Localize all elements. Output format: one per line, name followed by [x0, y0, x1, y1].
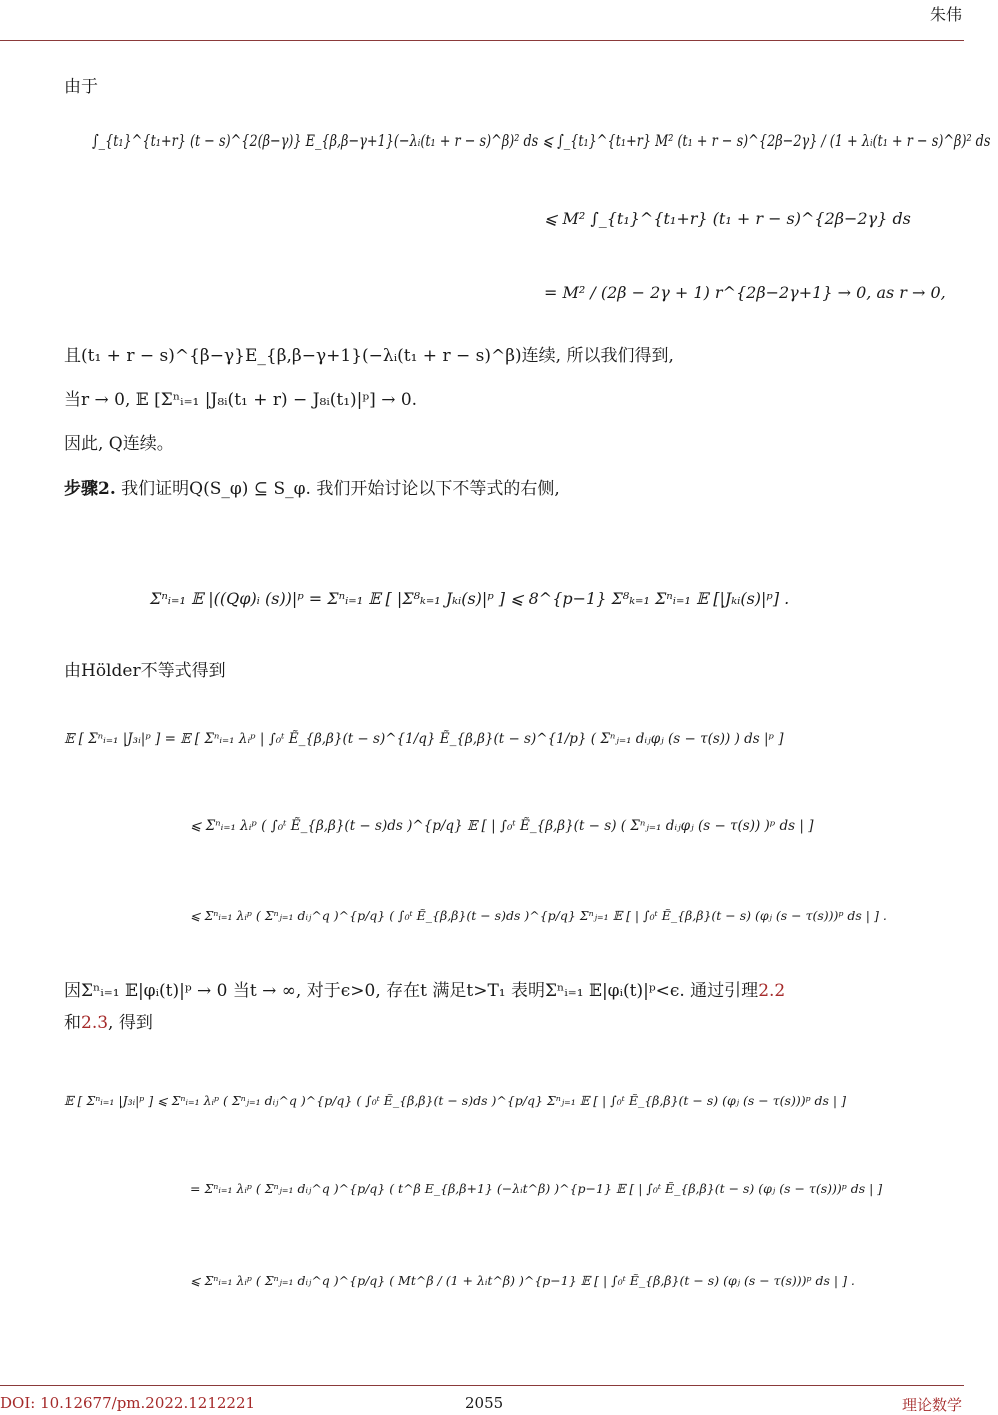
footer-page-number: 2055 [465, 1394, 504, 1412]
para-yin-line-1 [64, 980, 785, 1002]
footer-doi-link[interactable]: DOI: 10.12677/pm.2022.1212221 [0, 1394, 256, 1412]
para-yin-text: 因Σⁿᵢ₌₁ 𝔼|φᵢ(t)|ᵖ → 0 当t → ∞, 对于ϵ>0, 存在t 满足t>T₁ 表明Σⁿᵢ₌₁ 𝔼|φᵢ(t)|ᵖ<ϵ. 通过引理 [64, 981, 759, 1001]
ref-lemma-2-3[interactable]: 2.3 [81, 1013, 109, 1033]
equation-3-line-1: 𝔼 [ Σⁿᵢ₌₁ |J₃ᵢ|ᵖ ] = 𝔼 [ Σⁿᵢ₌₁ λᵢᵖ | ∫₀ᵗ Ẽ_{β,β}(t − s)^{1/q} Ẽ_{β,β}(t − s)^{1/p} ( Σⁿⱼ₌₁ dᵢⱼφⱼ (s − τ(s)) ) ds |ᵖ ] [64, 731, 784, 747]
step2-label: 步骤2. [64, 479, 116, 499]
running-header-author: 朱伟 [929, 5, 962, 24]
equation-1-line-3: = M² / (2β − 2γ + 1) r^{2β−2γ+1} → 0, as r → 0, [544, 283, 946, 302]
ref-lemma-2-2[interactable]: 2.2 [758, 981, 786, 1001]
para-dang: 当r → 0, 𝔼 [Σⁿᵢ₌₁ |J₈ᵢ(t₁ + r) − J₈ᵢ(t₁)|ᵖ] → 0. [64, 390, 418, 410]
para-youyu: 由于 [64, 77, 98, 97]
para-qie: 且(t₁ + r − s)^{β−γ}E_{β,β−γ+1}(−λᵢ(t₁ + r − s)^β)连续, 所以我们得到, [64, 346, 674, 366]
equation-3-line-3: ⩽ Σⁿᵢ₌₁ λᵢᵖ ( Σⁿⱼ₌₁ dᵢⱼ^q )^{p/q} ( ∫₀ᵗ Ẽ_{β,β}(t − s)ds )^{p/q} Σⁿⱼ₌₁ 𝔼 [ | ∫₀ᵗ Ẽ_{β,β}(t − s) (φⱼ (s − τ(s)))ᵖ ds | ] . [190, 908, 887, 923]
footer-rule [0, 1385, 964, 1386]
para-yinci: 因此, Q连续。 [64, 434, 174, 454]
para-holder: 由Hölder不等式得到 [64, 661, 226, 681]
equation-2: Σⁿᵢ₌₁ 𝔼 |((Qφ)ᵢ (s))|ᵖ = Σⁿᵢ₌₁ 𝔼 [ |Σ⁸ₖ₌₁ Jₖᵢ(s)|ᵖ ] ⩽ 8^{p−1} Σ⁸ₖ₌₁ Σⁿᵢ₌₁ 𝔼 [|Jₖᵢ(s)|ᵖ] . [150, 589, 790, 608]
equation-3-line-2: ⩽ Σⁿᵢ₌₁ λᵢᵖ ( ∫₀ᵗ Ẽ_{β,β}(t − s)ds )^{p/q} 𝔼 [ | ∫₀ᵗ Ẽ_{β,β}(t − s) ( Σⁿⱼ₌₁ dᵢⱼφⱼ (s − τ(s)) )ᵖ ds | ] [190, 818, 814, 834]
para-he: 和 [64, 1013, 81, 1033]
step2-paragraph [64, 478, 560, 500]
footer-journal-name[interactable]: 理论数学 [901, 1396, 962, 1414]
equation-4-line-1: 𝔼 [ Σⁿᵢ₌₁ |J₃ᵢ|ᵖ ] ⩽ Σⁿᵢ₌₁ λᵢᵖ ( Σⁿⱼ₌₁ dᵢⱼ^q )^{p/q} ( ∫₀ᵗ Ẽ_{β,β}(t − s)ds )^{p/q} Σⁿⱼ₌₁ 𝔼 [ | ∫₀ᵗ Ẽ_{β,β}(t − s) (φⱼ (s − τ(s)))ᵖ ds | ] [64, 1093, 846, 1108]
para-dedao: , 得到 [108, 1013, 153, 1033]
equation-4-line-2: = Σⁿᵢ₌₁ λᵢᵖ ( Σⁿⱼ₌₁ dᵢⱼ^q )^{p/q} ( t^β E_{β,β+1} (−λᵢt^β) )^{p−1} 𝔼 [ | ∫₀ᵗ Ẽ_{β,β}(t − s) (φⱼ (s − τ(s)))ᵖ ds | ] [190, 1181, 883, 1196]
step2-text: 我们证明Q(S_φ) ⊆ S_φ. 我们开始讨论以下不等式的右侧, [121, 479, 560, 499]
equation-4-line-3: ⩽ Σⁿᵢ₌₁ λᵢᵖ ( Σⁿⱼ₌₁ dᵢⱼ^q )^{p/q} ( Mt^β / (1 + λᵢt^β) )^{p−1} 𝔼 [ | ∫₀ᵗ Ẽ_{β,β}(t − s) (φⱼ (s − τ(s)))ᵖ ds | ] . [190, 1273, 855, 1288]
equation-1-line-2: ⩽ M² ∫_{t₁}^{t₁+r} (t₁ + r − s)^{2β−2γ} ds [544, 209, 911, 228]
para-yin-line-2 [64, 1012, 153, 1034]
equation-1-line-1: ∫_{t₁}^{t₁+r} (t − s)^{2(β−γ)} E_{β,β−γ+1}(−λᵢ(t₁ + r − s)^β)² ds ⩽ ∫_{t₁}^{t₁+r} M² (t₁ + r − s)^{2β−2γ} / (1 + λᵢ(t₁ + r − s)^β)² ds [92, 131, 991, 150]
header-rule [0, 40, 964, 41]
